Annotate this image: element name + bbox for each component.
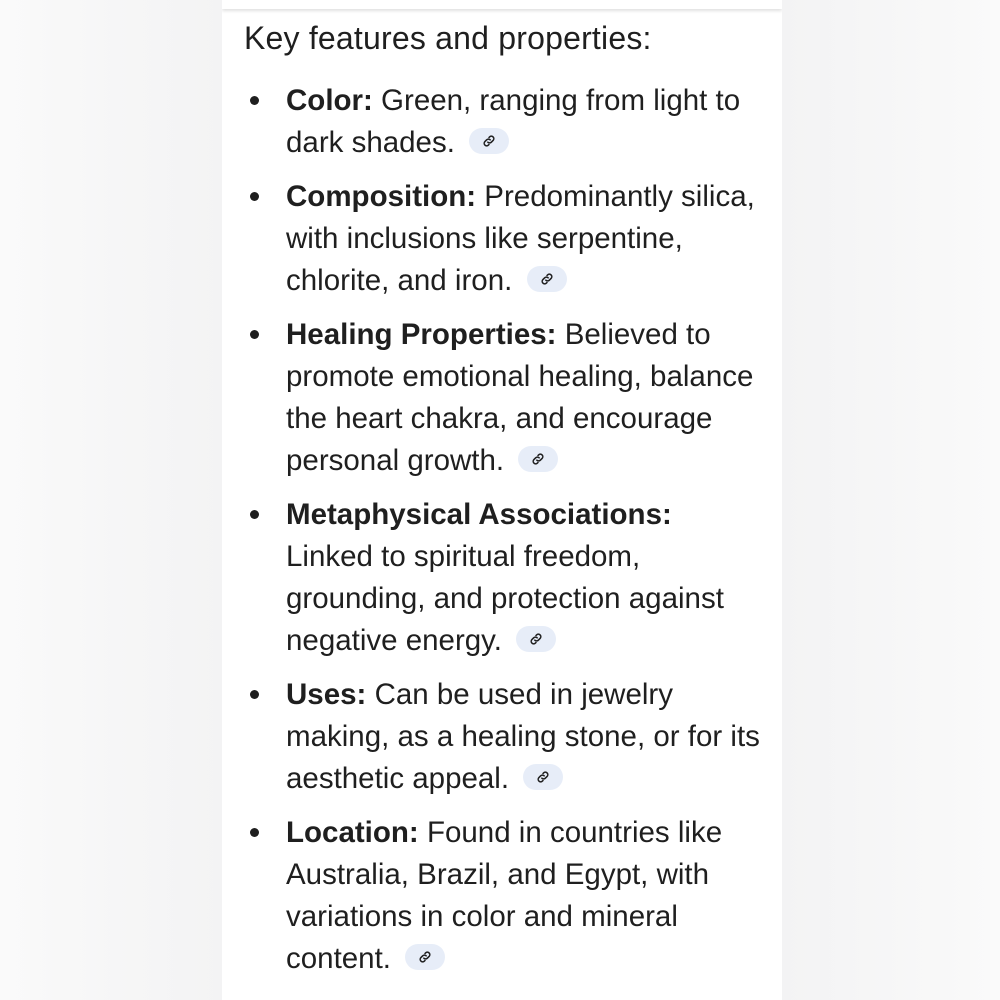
feature-label: Metaphysical Associations: <box>286 498 672 531</box>
feature-label: Uses: <box>286 678 367 711</box>
feature-label: Color: <box>286 84 373 117</box>
feature-label: Healing Properties: <box>286 318 557 351</box>
source-link-chip[interactable] <box>518 446 558 472</box>
feature-text: Believed to promote emotional healing, balance the heart chakra, and encourage personal growth. <box>286 318 754 477</box>
bullet-point <box>250 192 259 201</box>
feature-item-metaphysical-associations <box>222 494 782 662</box>
feature-item-uses <box>222 674 782 800</box>
bullet-point <box>250 690 259 699</box>
feature-item-location <box>222 812 782 980</box>
feature-text: Green, ranging from light to dark shades. <box>286 84 741 159</box>
feature-list <box>222 80 782 992</box>
bullet-point <box>250 828 259 837</box>
source-link-chip[interactable] <box>469 128 509 154</box>
source-link-chip[interactable] <box>527 266 567 292</box>
feature-item-composition <box>222 176 782 302</box>
feature-label: Composition: <box>286 180 477 213</box>
feature-text: Found in countries like Australia, Brazil, and Egypt, with variations in color and mineral content. <box>286 816 723 975</box>
feature-text: Linked to spiritual freedom, grounding, and protection against negative energy. <box>286 540 724 657</box>
right-backdrop <box>782 0 1000 1000</box>
bullet-point <box>250 330 259 339</box>
section-heading: Key features and properties: <box>244 20 652 56</box>
feature-text: Can be used in jewelry making, as a healing stone, or for its aesthetic appeal. <box>286 678 760 795</box>
left-backdrop <box>0 0 222 1000</box>
source-link-chip[interactable] <box>523 764 563 790</box>
source-link-chip[interactable] <box>516 626 556 652</box>
feature-item-healing-properties <box>222 314 782 482</box>
feature-text: Predominantly silica, with inclusions like serpentine, chlorite, and iron. <box>286 180 755 297</box>
bullet-point <box>250 96 259 105</box>
panel-top-edge <box>222 0 782 9</box>
feature-item-color <box>222 80 782 164</box>
response-panel <box>222 0 782 1000</box>
feature-label: Location: <box>286 816 419 849</box>
bullet-point <box>250 510 259 519</box>
source-link-chip[interactable] <box>405 944 445 970</box>
